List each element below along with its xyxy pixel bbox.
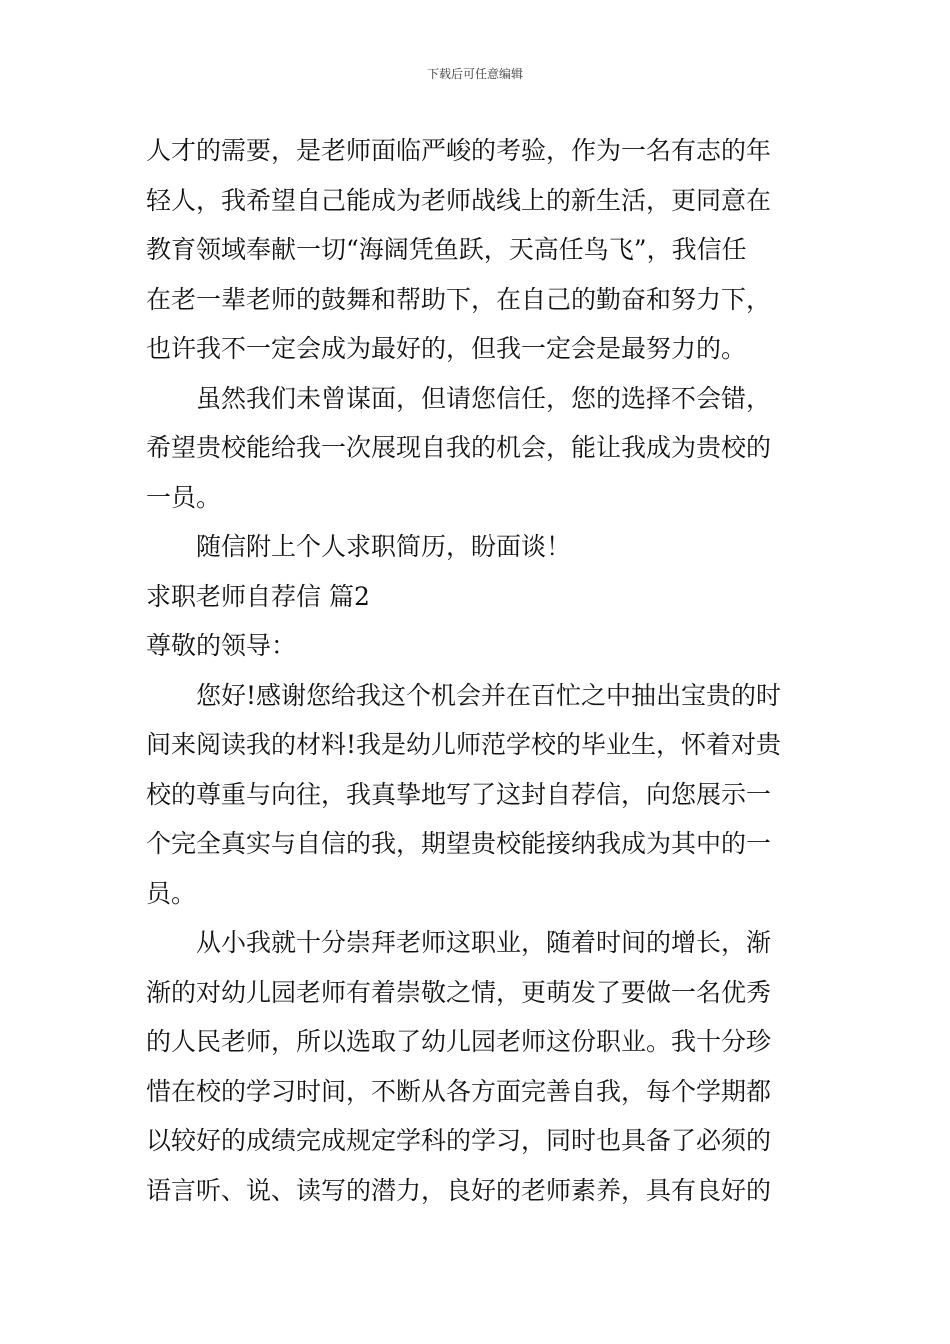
text-line: 希望贵校能给我一次展现自我的机会，能让我成为贵校的 xyxy=(146,433,772,462)
text-line: 轻人，我希望自己能成为老师战线上的新生活，更同意在 xyxy=(146,185,772,215)
text-line: 随信附上个人求职简历，盼面谈！ xyxy=(196,532,572,561)
text-line: 渐的对幼儿园老师有着崇敬之情，更萌发了要做一名优秀 xyxy=(146,977,772,1007)
text-line: 求职老师自荐信 篇2 xyxy=(146,581,370,611)
text-line: 员。 xyxy=(146,878,197,908)
text-line: 语言听、说、读写的潜力，良好的老师素养，具有良好的 xyxy=(146,1175,772,1205)
text-line: 在老一辈老师的鼓舞和帮助下，在自己的勤奋和努力下， xyxy=(146,284,772,314)
text-line: 的人民老师，所以选取了幼儿园老师这份职业。我十分珍 xyxy=(146,1027,772,1056)
text-line: 教育领域奉献一切“海阔凭鱼跃，天高任鸟飞”，我信任 xyxy=(146,235,747,264)
page-header: 下载后可任意编辑 xyxy=(426,67,523,81)
text-line: 从小我就十分崇拜老师这职业，随着时间的增长，渐 xyxy=(196,928,772,957)
text-line: 尊敬的领导： xyxy=(146,631,297,660)
text-line: 也许我不一定会成为最好的，但我一定会是最努力的。 xyxy=(146,334,747,363)
text-line: 一员。 xyxy=(146,482,222,512)
text-line: 以较好的成绩完成规定学科的学习，同时也具备了必须的 xyxy=(146,1126,772,1155)
text-line: 您好!感谢您给我这个机会并在百忙之中抽出宝贵的时 xyxy=(196,680,782,710)
text-line: 人才的需要，是老师面临严峻的考验，作为一名有志的年 xyxy=(146,136,772,165)
text-line: 虽然我们未曾谋面，但请您信任，您的选择不会错， xyxy=(196,383,772,413)
text-line: 个完全真实与自信的我，期望贵校能接纳我成为其中的一 xyxy=(146,829,772,858)
text-line: 惜在校的学习时间，不断从各方面完善自我，每个学期都 xyxy=(146,1076,772,1106)
document-body xyxy=(146,126,846,1215)
text-line: 间来阅读我的材料!我是幼儿师范学校的毕业生，怀着对贵 xyxy=(146,730,782,759)
text-line: 校的尊重与向往，我真挚地写了这封自荐信，向您展示一 xyxy=(146,779,772,809)
